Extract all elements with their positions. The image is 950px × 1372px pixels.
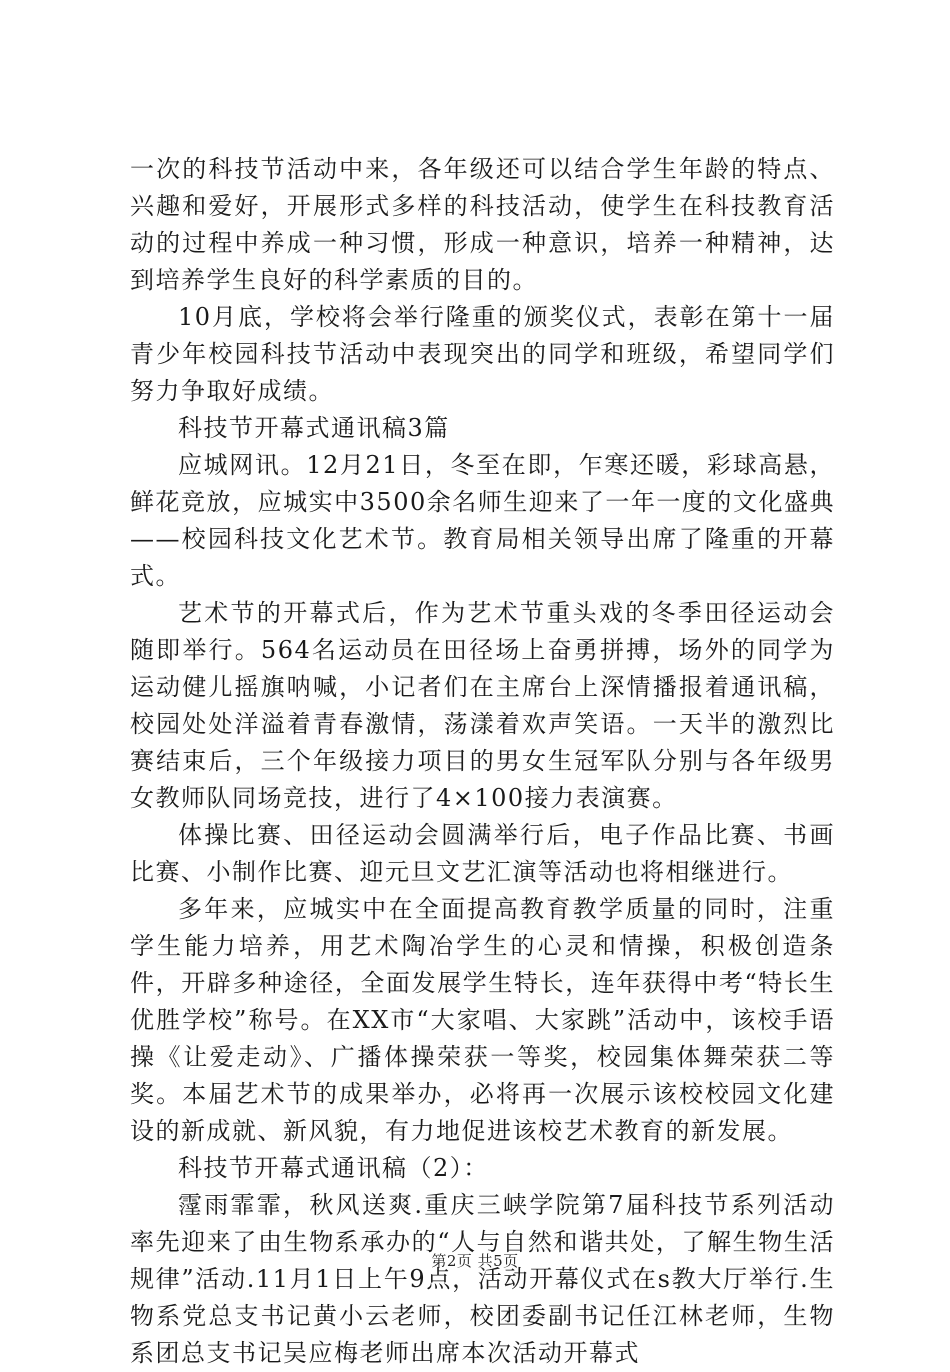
paragraph-track-meet: 艺术节的开幕式后，作为艺术节重头戏的冬季田径运动会随即举行。564名运动员在田径场上奋勇拼搏，场外的同学为运动健儿摇旗呐喊，小记者们在主席台上深情播报着通讯稿，校园处处洋溢着青春激情，荡漾着欢声笑语。一天半的激烈比赛结束后，三个年级接力项目的男女生冠军队分别与各年级男女教师队同场竞技，进行了4×100接力表演赛。	[130, 599, 835, 812]
paragraph-school-achievements: 多年来，应城实中在全面提高教育教学质量的同时，注重学生能力培养，用艺术陶冶学生的心灵和情操，积极创造条件，开辟多种途径，全面发展学生特长，连年获得中考“特长生优胜学校”称号。在XX市“大家唱、大家跳”活动中，该校手语操《让爱走动》、广播体操荣获一等奖，校园集体舞荣获二等奖。本届艺术节的成果举办，必将再一次展示该校校园文化建设的新成就、新风貌，有力地促进该校艺术教育的新发展。	[130, 895, 835, 1145]
page-footer	[0, 1251, 950, 1271]
paragraph-continuation: 一次的科技节活动中来，各年级还可以结合学生年龄的特点、兴趣和爱好，开展形式多样的科技活动，使学生在科技教育活动的过程中养成一种习惯，形成一种意识，培养一种精神，达到培养学生良好的科学素质的目的。	[130, 155, 835, 294]
section-heading-3-articles: 科技节开幕式通讯稿3篇	[178, 414, 450, 442]
page-indicator: 第2页 共5页	[431, 1252, 519, 1270]
section-heading-article-2: 科技节开幕式通讯稿（2）：	[178, 1154, 489, 1182]
paragraph-competitions: 体操比赛、田径运动会圆满举行后，电子作品比赛、书画比赛、小制作比赛、迎元旦文艺汇演等活动也将相继进行。	[130, 821, 835, 886]
document-body	[130, 151, 835, 1372]
paragraph-award-ceremony: 10月底，学校将会举行隆重的颁奖仪式，表彰在第十一届青少年校园科技节活动中表现突出的同学和班级，希望同学们努力争取好成绩。	[130, 303, 835, 405]
paragraph-yingcheng-news: 应城网讯。12月21日，冬至在即，乍寒还暖，彩球高悬，鲜花竞放，应城实中3500余名师生迎来了一年一度的文化盛典——校园科技文化艺术节。教育局相关领导出席了隆重的开幕式。	[130, 451, 835, 590]
paragraph-sanxia-college: 霪雨霏霏，秋风送爽.重庆三峡学院第7届科技节系列活动率先迎来了由生物系承办的“人与自然和谐共处，了解生物生活规律”活动.11月1日上午9点，活动开幕仪式在s教大厅举行.生物系党总支书记黄小云老师，校团委副书记任江林老师，生物系团总支书记吴应梅老师出席本次活动开幕式	[130, 1191, 835, 1367]
